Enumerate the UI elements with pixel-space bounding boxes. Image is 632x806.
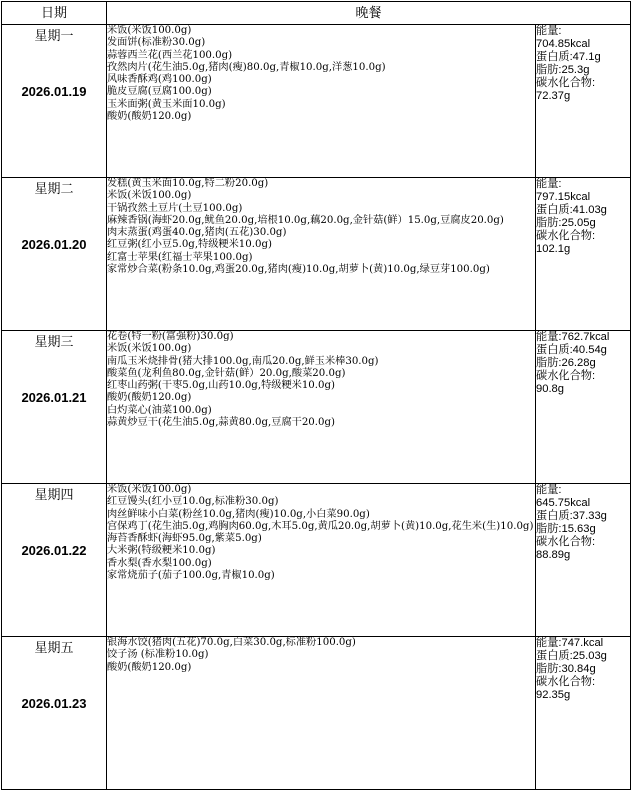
dish-item: 酸奶(酸奶120.0g) [107,111,192,123]
dish-item: 南瓜玉米烧排骨(猪大排100.0g,南瓜20.0g,鲜玉米棒30.0g) [107,355,379,367]
day-row [2,484,631,637]
dinner-column-header: 晚餐 [107,2,631,25]
dish-item: 海苔香酥虾(海虾95.0g,紫菜5.0g) [107,533,262,545]
date-label: 2026.01.23 [21,696,87,711]
nutrition-line: 脂肪:25.05g [536,217,596,230]
dish-item: 米饭(米饭100.0g) [107,190,192,202]
dish-item: 肉末蒸蛋(鸡蛋40.0g,猪肉(五花)30.0g) [107,227,287,239]
nutrition-line: 脂肪:25.3g [536,64,590,77]
date-cell [2,637,107,790]
dish-item: 酸菜鱼(龙利鱼80.0g,金针菇(鲜）20.0g,酸菜20.0g) [107,367,346,379]
dish-item: 红豆馒头(红小豆10.0g,标准粉30.0g) [107,496,279,508]
dish-item: 家常烧茄子(茄子100.0g,青椒10.0g) [107,570,275,582]
nutrition-info [536,178,631,331]
nutrition-line: 蛋白质:40.54g [536,344,607,357]
date-cell [2,484,107,637]
day-row [2,25,631,178]
dish-item: 红豆粥(红小豆5.0g,特级粳米10.0g) [107,239,272,251]
dish-item: 白灼菜心(油菜100.0g) [107,404,212,416]
day-row [2,178,631,331]
header-row [2,2,631,25]
nutrition-line: 蛋白质:41.03g [536,204,607,217]
day-row [2,331,631,484]
dish-item: 红富士苹果(红福士苹果100.0g) [107,251,253,263]
dish-item: 米饭(米饭100.0g) [107,484,192,495]
dish-item: 风味香酥鸡(鸡100.0g) [107,74,212,86]
dish-item: 米饭(米饭100.0g) [107,25,192,36]
dish-item: 蒜黄炒豆干(花生油5.0g,蒜黄80.0g,豆腐干20.0g) [107,417,335,429]
nutrition-line: 72.37g [536,90,571,103]
nutrition-line: 92.35g [536,689,571,702]
dish-item: 脆皮豆腐(豆腐100.0g) [107,86,212,98]
dish-item: 银海水饺(猪肉(五花)70.0g,白菜30.0g,标准粉100.0g) [107,637,356,648]
dish-item: 宫保鸡丁(花生油5.0g,鸡胸肉60.0g,木耳5.0g,黄瓜20.0g,胡萝卜(黄)10.0g,花生米(生)10.0g) [107,520,534,532]
dish-list [107,178,536,331]
dish-list [107,331,536,484]
weekday-label: 星期一 [34,29,74,44]
nutrition-line: 蛋白质:37.33g [536,510,607,523]
nutrition-line: 能量: [536,178,562,190]
date-label: 2026.01.20 [21,237,87,252]
nutrition-line: 蛋白质:25.03g [536,650,607,663]
dish-list [107,25,536,178]
nutrition-line: 能量: [536,484,562,496]
date-cell [2,25,107,178]
nutrition-line: 88.89g [536,549,571,562]
date-label: 2026.01.21 [21,390,87,405]
nutrition-line: 704.85kcal [536,38,591,51]
nutrition-line: 797.15kcal [536,191,591,204]
dish-item: 香水梨(香水梨100.0g) [107,557,212,569]
dish-list [107,484,536,637]
dish-item: 花卷(特一粉(富强粉)30.0g) [107,331,234,342]
nutrition-line: 能量:762.7kcal [536,331,610,343]
dish-item: 红枣山药粥(干枣5.0g,山药10.0g,特级粳米10.0g) [107,380,335,392]
day-row [2,637,631,790]
dish-item: 孜然肉片(花生油5.0g,猪肉(瘦)80.0g,青椒10.0g,洋葱10.0g) [107,61,386,73]
dish-item: 发糕(黄玉米面10.0g,特二粉20.0g) [107,178,269,189]
nutrition-line: 碳水化合物: [536,676,596,689]
nutrition-line: 碳水化合物: [536,370,596,383]
date-cell [2,178,107,331]
dish-item: 大米粥(特级粳米10.0g) [107,545,216,557]
dish-item: 麻辣香锅(海虾20.0g,鱿鱼20.0g,培根10.0g,藕20.0g,金针菇(鲜）15.0g,豆腐皮20.0g) [107,214,504,226]
nutrition-info [536,637,631,790]
nutrition-line: 碳水化合物: [536,77,596,90]
dish-item: 饺子汤 (标准粉10.0g) [107,649,209,661]
nutrition-info [536,25,631,178]
nutrition-line: 能量:747.kcal [536,637,604,649]
nutrition-info [536,484,631,637]
nutrition-info [536,331,631,484]
weekday-label: 星期五 [34,641,74,656]
dish-item: 玉米面粥(黄玉米面10.0g) [107,98,226,110]
date-cell [2,331,107,484]
dish-item: 酸奶(酸奶120.0g) [107,661,192,673]
nutrition-line: 能量: [536,25,562,37]
dish-list [107,637,536,790]
nutrition-line: 645.75kcal [536,497,591,510]
dish-item: 干锅孜然土豆片(土豆100.0g) [107,202,243,214]
dish-item: 米饭(米饭100.0g) [107,343,192,355]
dish-item: 家常炒合菜(粉条10.0g,鸡蛋20.0g,猪肉(瘦)10.0g,胡萝卜(黄)10.0g,绿豆芽100.0g) [107,264,490,276]
nutrition-line: 蛋白质:47.1g [536,51,601,64]
nutrition-line: 碳水化合物: [536,230,596,243]
dish-item: 酸奶(酸奶120.0g) [107,392,192,404]
date-column-header: 日期 [2,2,107,25]
nutrition-line: 脂肪:30.84g [536,663,596,676]
weekday-label: 星期三 [34,335,74,350]
weekday-label: 星期四 [34,488,74,503]
date-label: 2026.01.22 [21,543,87,558]
dinner-menu-table [1,1,631,790]
dish-item: 蒜蓉西兰花(西兰花100.0g) [107,49,233,61]
dish-item: 肉丝鲜味小白菜(粉丝10.0g,猪肉(瘦)10.0g,小白菜90.0g) [107,508,370,520]
nutrition-line: 102.1g [536,243,571,256]
nutrition-line: 90.8g [536,383,564,396]
date-label: 2026.01.19 [21,84,87,99]
menu-body [2,25,631,790]
nutrition-line: 脂肪:15.63g [536,523,596,536]
nutrition-line: 脂肪:26.28g [536,357,596,370]
dish-item: 发面饼(标准粉30.0g) [107,37,206,49]
weekday-label: 星期二 [34,182,74,197]
nutrition-line: 碳水化合物: [536,536,596,549]
